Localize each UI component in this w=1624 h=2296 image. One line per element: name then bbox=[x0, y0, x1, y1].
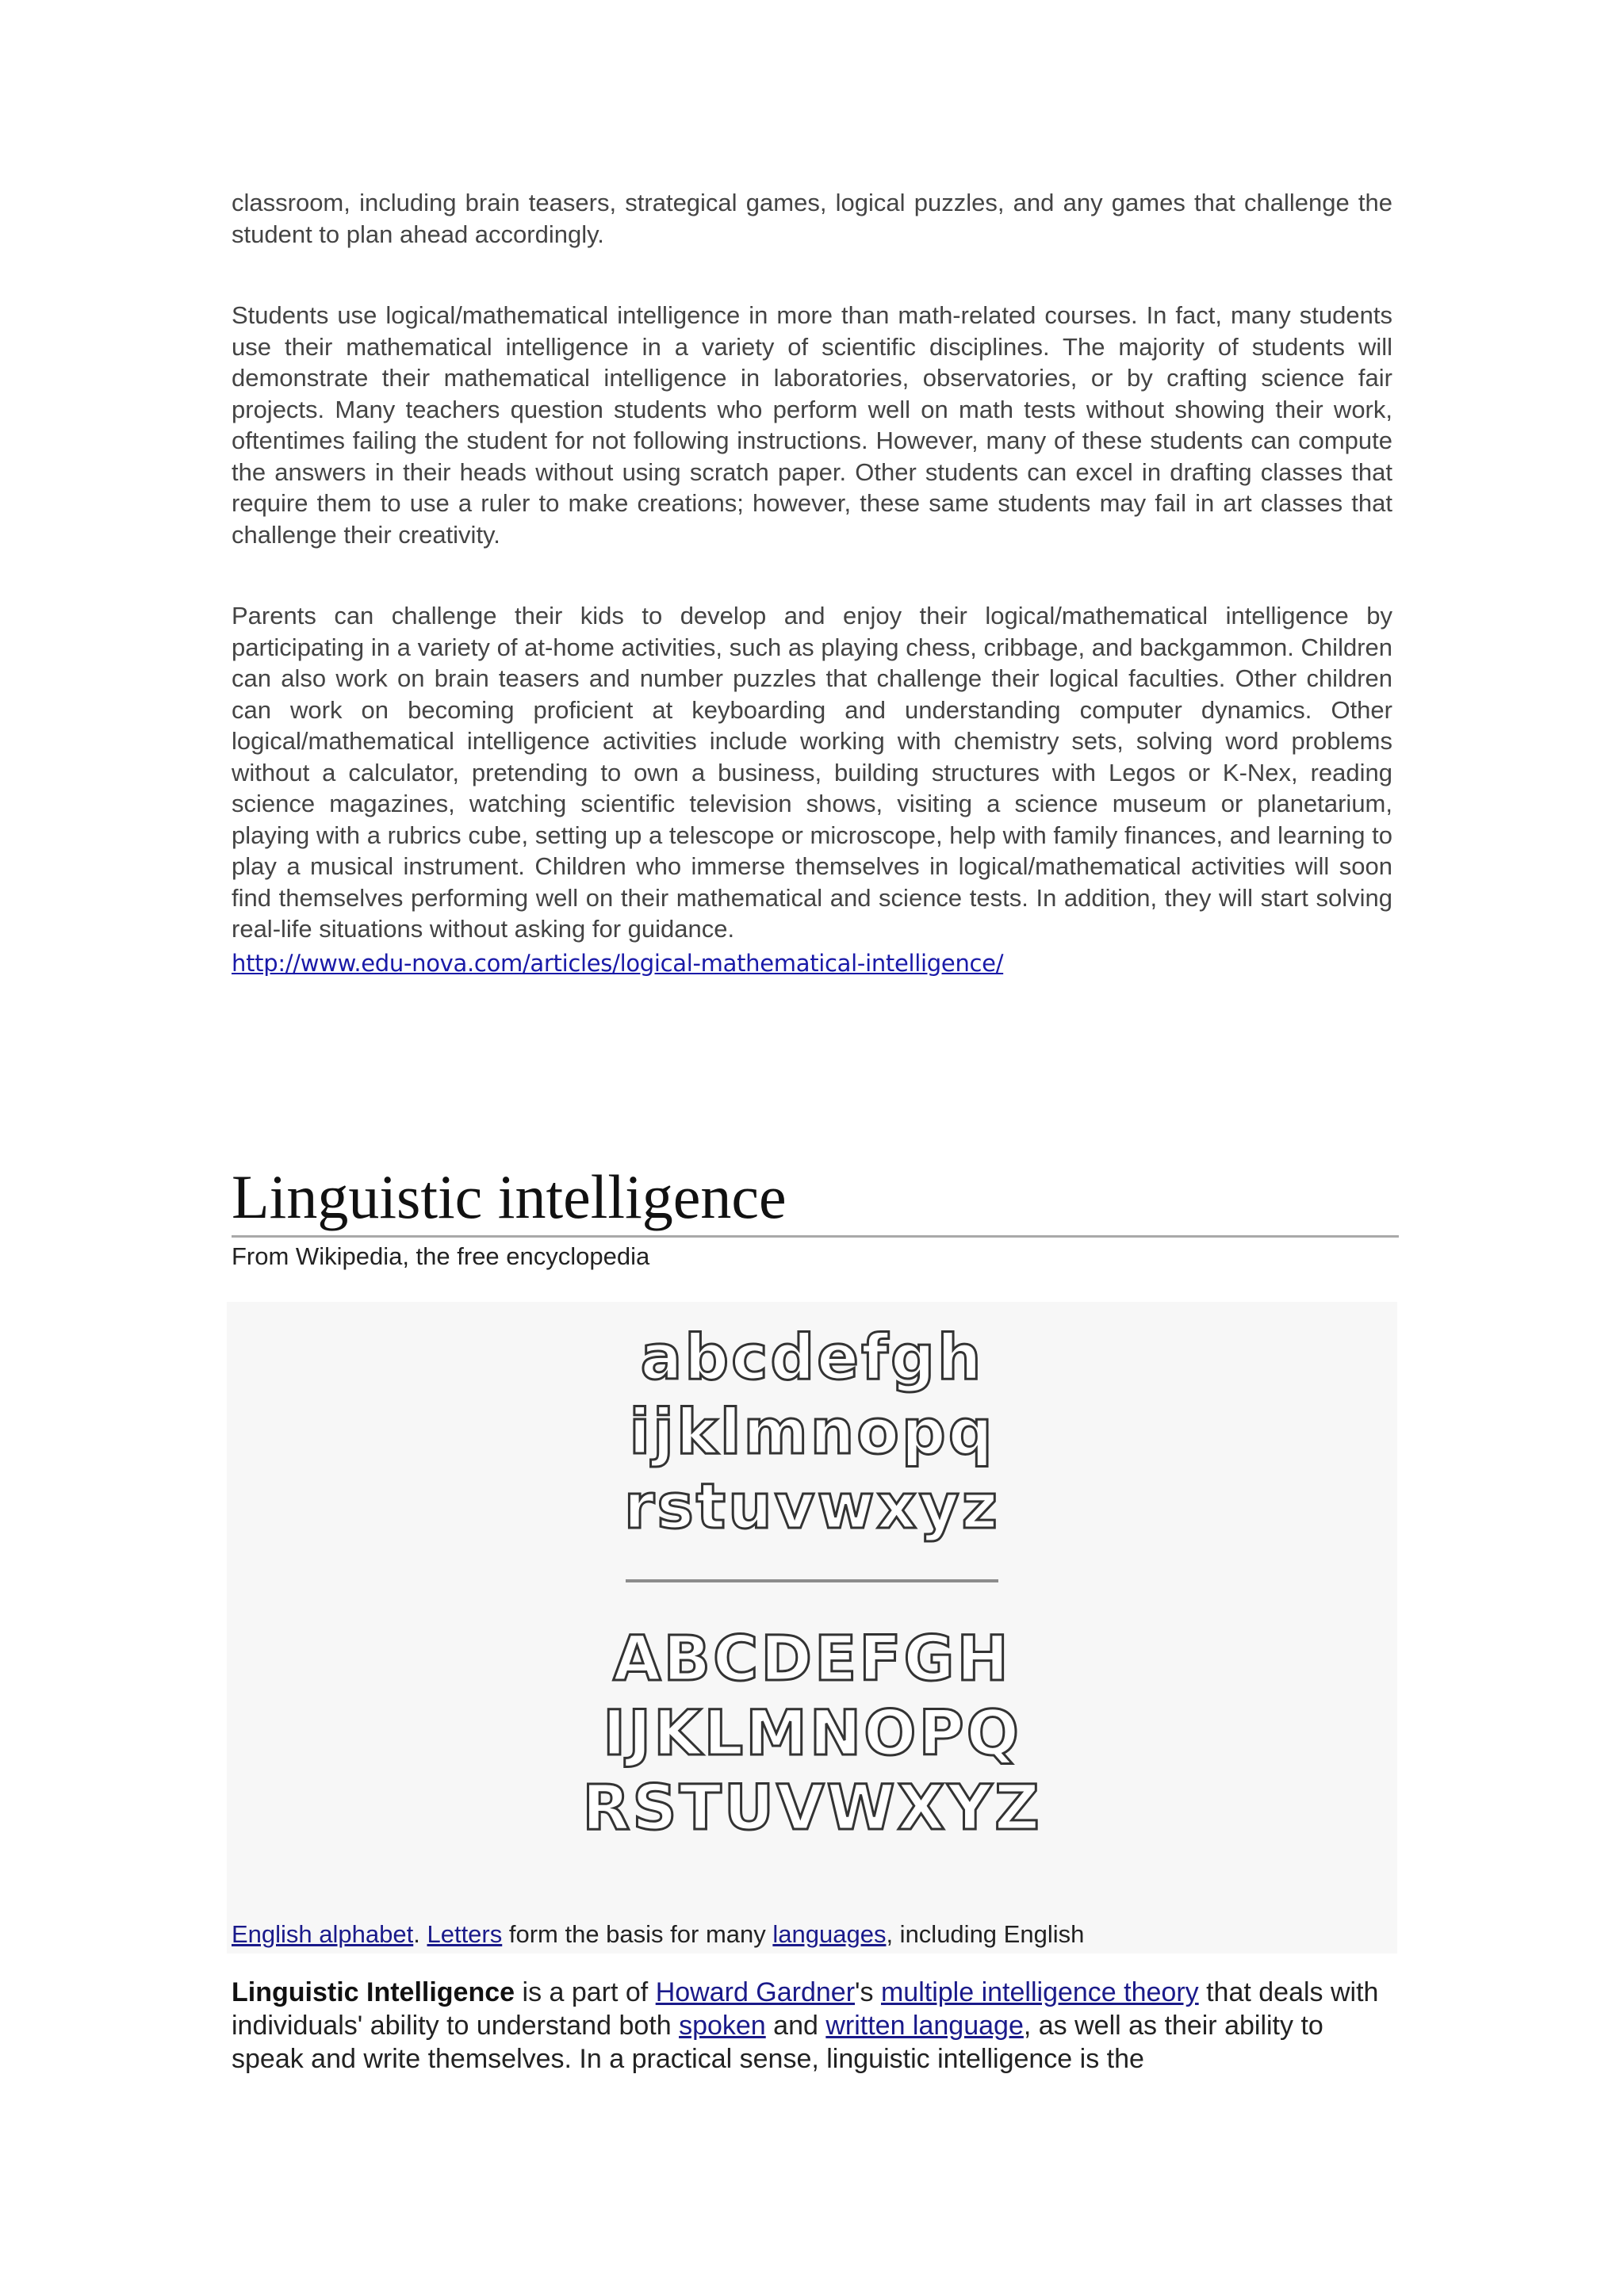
letters-link[interactable]: Letters bbox=[427, 1920, 503, 1948]
source-url-link[interactable]: http://www.edu-nova.com/articles/logical-mathematical-intelligence/ bbox=[232, 949, 1004, 977]
lowercase-row-3: rstuvwxyz bbox=[623, 1471, 1001, 1543]
uppercase-row-2: IJKLMNOPQ bbox=[603, 1698, 1021, 1770]
intro-paragraph bbox=[232, 1976, 1402, 2076]
howard-gardner-link[interactable]: Howard Gardner bbox=[655, 1977, 856, 2007]
paragraph-students: Students use logical/mathematical intelligence in more than math-related courses. In fact, many students use their mathematical intelligence in a variety of scientific disciplines. The majority of students will demonstrate their mathematical intelligence in laboratories, observatories, or by crafting science fair projects. Many teachers question students who perform well on math tests without showing their work, oftentimes failing the student for not following instructions. However, many of these students can compute the answers in their heads without using scratch paper. Other students can excel in drafting classes that require them to use a ruler to make creations; however, these same students may fail in art classes that challenge their creativity. bbox=[232, 301, 1392, 549]
uppercase-row-1: ABCDEFGH bbox=[613, 1624, 1011, 1695]
multiple-intelligence-theory-link[interactable]: multiple intelligence theory bbox=[880, 1977, 1199, 2007]
intro-text: , as well as their ability to speak and write themselves. In a practical sense, linguistic intelligence is the bbox=[232, 2011, 1323, 2074]
intro-text: 's bbox=[855, 1977, 881, 2007]
paragraph-parents: Parents can challenge their kids to develop and enjoy their logical/mathematical intelligence by participating in a variety of at-home activities, such as playing chess, cribbage, and backgammon. Children can also work on brain teasers and number puzzles that challenge their logical faculties. Other children can work on becoming proficient at keyboarding and understanding computer dynamics. Other logical/mathematical intelligence activities include working with chemistry sets, solving word problems without a calculator, pretending to own a business, building structures with Legos or K-Nex, reading science magazines, watching scientific television shows, visiting a science museum or planetarium, playing with a rubrics cube, setting up a telescope or microscope, help with family finances, and learning to play a musical instrument. Children who immerse themselves in logical/mathematical activities will soon find themselves performing well on their mathematical and science tests. In addition, they will start solving real-life situations without asking for guidance. bbox=[232, 602, 1392, 943]
paragraph-classroom: classroom, including brain teasers, strategical games, logical puzzles, and any games that challenge the student to plan ahead accordingly. bbox=[232, 189, 1392, 248]
lowercase-row-2: ijklmnopq bbox=[629, 1397, 995, 1468]
intro-text: is a part of bbox=[515, 1977, 656, 2007]
intro-text: and bbox=[765, 2011, 826, 2041]
languages-link[interactable]: languages bbox=[772, 1920, 887, 1948]
alphabet-divider bbox=[626, 1579, 998, 1582]
document-body bbox=[232, 187, 1392, 977]
caption-text: . bbox=[413, 1920, 427, 1948]
intro-text: that deals with individuals' ability to understand both bbox=[232, 1977, 1379, 2041]
alphabet-figure bbox=[227, 1302, 1397, 1954]
article-title: Linguistic intelligence bbox=[232, 1159, 1399, 1238]
alphabet-image bbox=[227, 1321, 1397, 1846]
intro-bold-term: Linguistic Intelligence bbox=[232, 1977, 515, 2007]
caption-text: form the basis for many bbox=[502, 1920, 773, 1948]
figure-caption bbox=[232, 1920, 1084, 1949]
uppercase-row-3: RSTUVWXYZ bbox=[582, 1773, 1042, 1844]
english-alphabet-link[interactable]: English alphabet bbox=[232, 1920, 414, 1948]
written-language-link[interactable]: written language bbox=[825, 2011, 1024, 2041]
caption-text: , including English bbox=[886, 1920, 1085, 1948]
spoken-link[interactable]: spoken bbox=[679, 2011, 766, 2041]
article-subtitle: From Wikipedia, the free encyclopedia bbox=[232, 1242, 650, 1270]
lowercase-row-1: abcdefgh bbox=[640, 1322, 984, 1394]
